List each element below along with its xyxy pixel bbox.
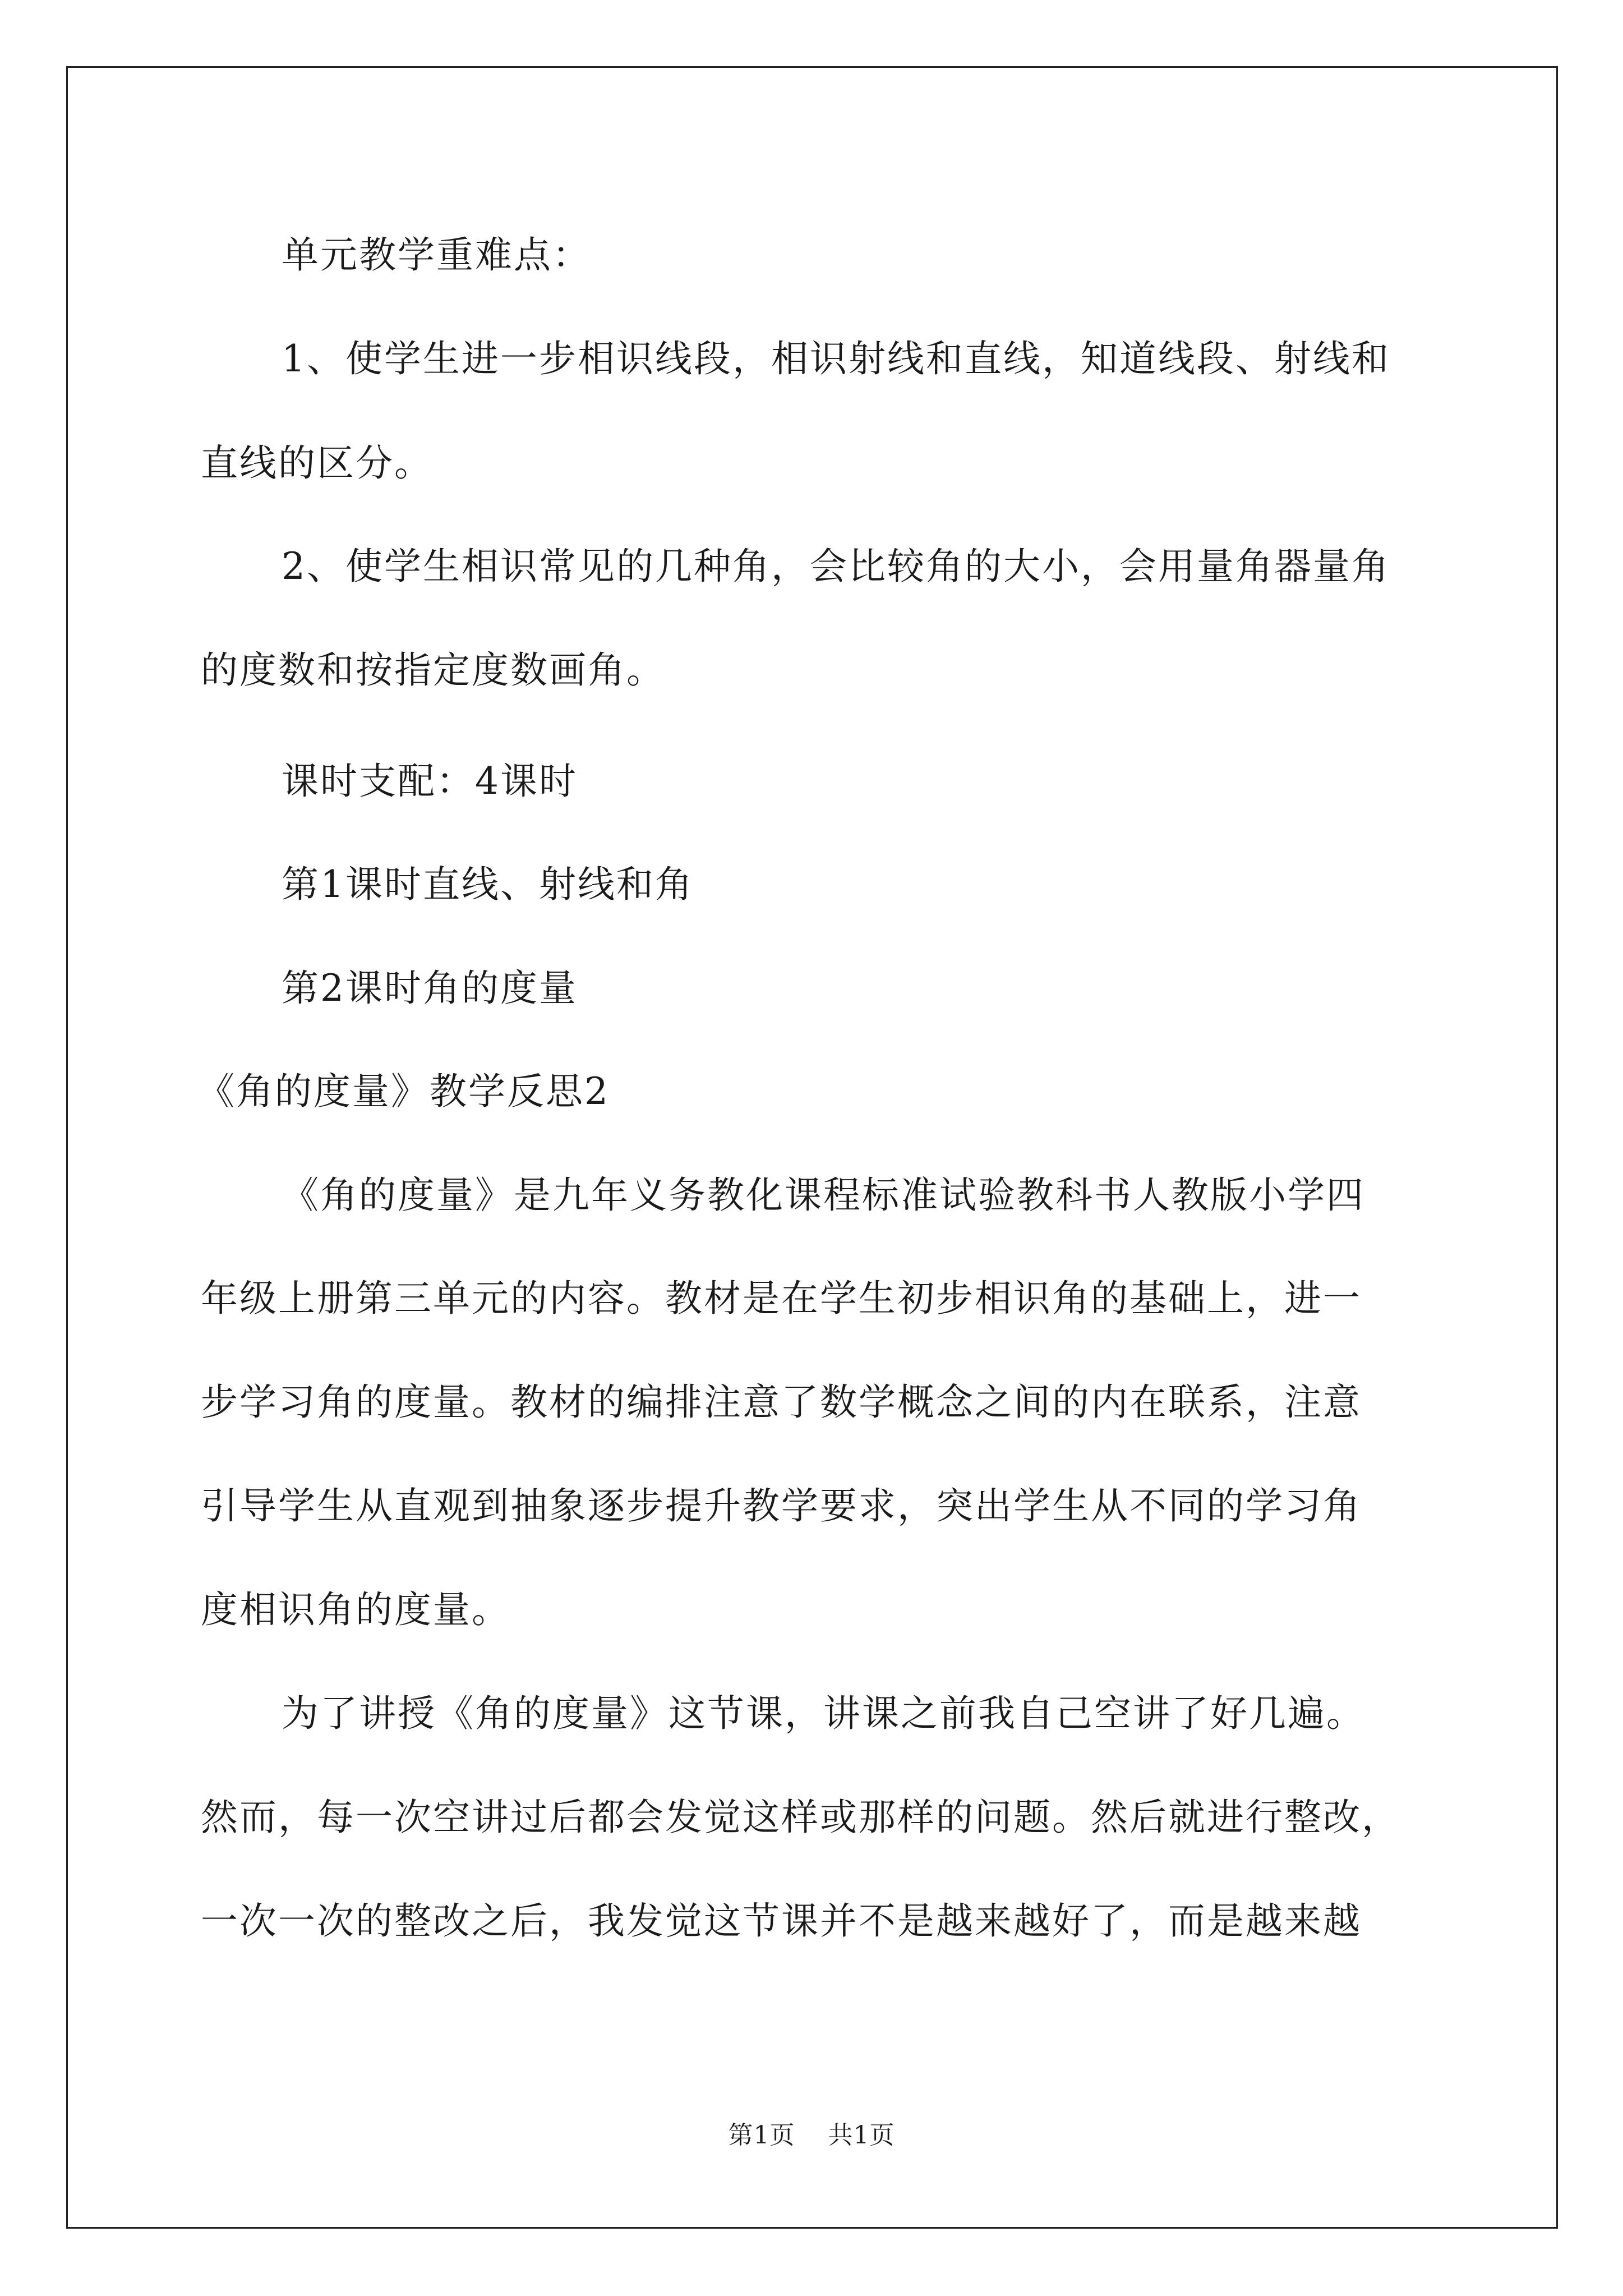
section-heading: 《角的度量》教学反思2 [197,1070,610,1113]
text-line-14: 度相识角的度量。 [201,1588,510,1631]
current-page-label: 第1页 [728,2121,795,2150]
page-footer [0,2120,1623,2151]
text-line-7: 第1课时直线、射线和角 [282,863,694,906]
text-line-2: 1、使学生进一步相识线段，相识射线和直线，知道线段、射线和 [282,337,1390,380]
text-line-11: 年级上册第三单元的内容。教材是在学生初步相识角的基础上，进一 [201,1277,1362,1320]
text-line-16: 然而，每一次空讲过后都会发觉这样或那样的问题。然后就进行整改， [201,1796,1400,1839]
text-line-15: 为了讲授《角的度量》这节课，讲课之前我自己空讲了好几遍。 [282,1692,1365,1735]
total-pages-label: 共1页 [828,2121,895,2150]
text-line-1: 单元教学重难点： [282,233,591,277]
text-line-10: 《角的度量》是九年义务教化课程标准试验教科书人教版小学四 [282,1174,1365,1217]
text-line-12: 步学习角的度量。教材的编排注意了数学概念之间的内在联系，注意 [201,1381,1362,1424]
text-line-17: 一次一次的整改之后，我发觉这节课并不是越来越好了，而是越来越 [201,1899,1362,1943]
text-line-8: 第2课时角的度量 [282,967,578,1010]
text-line-5: 的度数和按指定度数画角。 [201,648,665,692]
text-line-3: 直线的区分。 [201,441,433,485]
text-line-13: 引导学生从直观到抽象逐步提升教学要求，突出学生从不同的学习角 [201,1484,1362,1527]
text-line-4: 2、使学生相识常见的几种角，会比较角的大小，会用量角器量角 [282,545,1390,588]
text-line-6: 课时支配：4课时 [282,760,578,803]
